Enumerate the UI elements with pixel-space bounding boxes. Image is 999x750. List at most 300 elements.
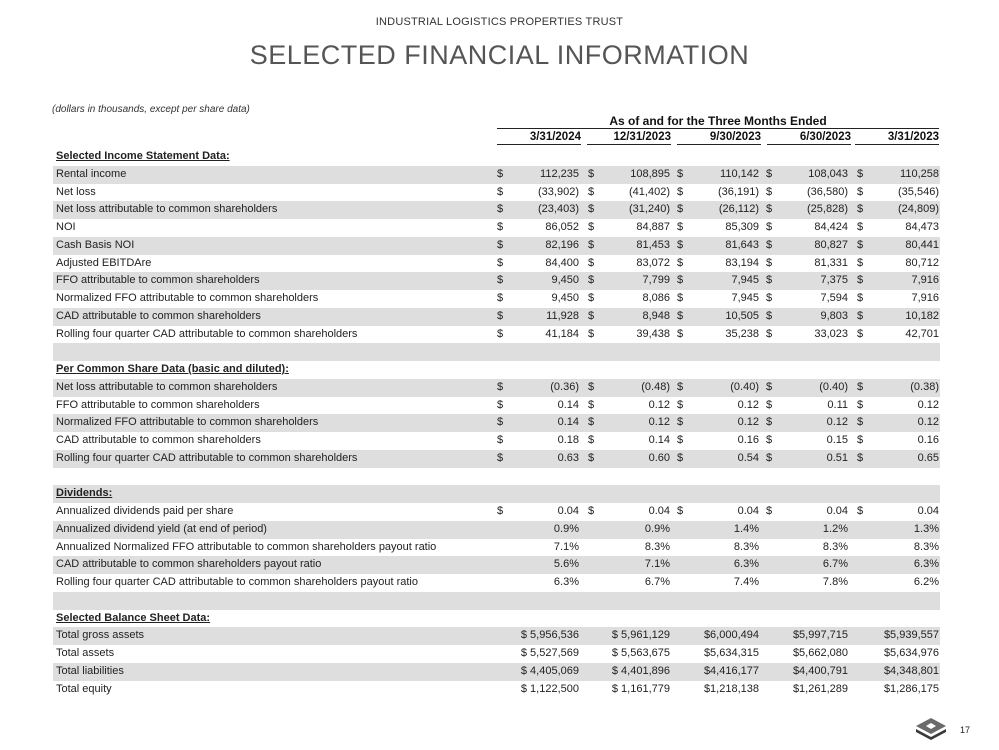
table-cell bbox=[497, 627, 581, 645]
cell-value: 1.2% bbox=[822, 522, 848, 535]
cell-value: 0.54 bbox=[737, 451, 759, 464]
cell-value: 0.14 bbox=[557, 416, 579, 429]
table-cell bbox=[677, 521, 761, 539]
currency-symbol: $ bbox=[497, 380, 504, 393]
cell-value: 42,701 bbox=[905, 327, 939, 340]
table-row bbox=[53, 645, 940, 663]
table-cell bbox=[766, 255, 850, 273]
cell-value: 0.04 bbox=[737, 505, 759, 517]
row-label: Annualized dividends paid per share bbox=[56, 505, 234, 517]
currency-symbol: $ bbox=[677, 434, 684, 446]
cell-value: 7,799 bbox=[642, 274, 670, 287]
row-label: Rolling four quarter CAD attributable to common shareholders payout ratio bbox=[56, 576, 418, 588]
table-cell bbox=[497, 432, 581, 450]
cell-value: (36,191) bbox=[718, 185, 759, 198]
cell-value: 9,450 bbox=[551, 274, 579, 287]
column-headers bbox=[497, 131, 939, 147]
table-row bbox=[53, 627, 940, 645]
table-cell bbox=[857, 308, 941, 326]
cell-value: 0.12 bbox=[737, 416, 759, 429]
cell-value: $5,662,080 bbox=[792, 647, 848, 659]
table-cell bbox=[677, 645, 761, 663]
row-label: CAD attributable to common shareholders bbox=[56, 309, 261, 322]
table-cell bbox=[766, 219, 850, 237]
table-cell bbox=[766, 308, 850, 326]
table-cell bbox=[677, 272, 761, 290]
cell-value: 0.65 bbox=[917, 451, 939, 464]
table-row bbox=[53, 379, 940, 397]
cell-value: 7,945 bbox=[731, 274, 759, 287]
table-cell bbox=[857, 432, 941, 450]
cell-value: 0.16 bbox=[737, 434, 759, 446]
currency-symbol: $ bbox=[766, 416, 773, 429]
currency-symbol: $ bbox=[497, 167, 504, 180]
currency-symbol: $ bbox=[857, 505, 864, 517]
page-number: 17 bbox=[960, 725, 971, 735]
row-label: Total equity bbox=[56, 682, 112, 695]
currency-symbol: $ bbox=[588, 167, 595, 180]
table-row bbox=[53, 184, 940, 202]
section-header-row bbox=[53, 361, 940, 379]
cell-value: 0.12 bbox=[917, 416, 939, 429]
cell-value: $ 5,563,675 bbox=[611, 647, 670, 659]
cell-value: 0.12 bbox=[917, 398, 939, 411]
currency-symbol: $ bbox=[857, 221, 864, 233]
company-logo-icon bbox=[916, 718, 946, 740]
currency-symbol: $ bbox=[766, 434, 773, 446]
table-cell bbox=[497, 556, 581, 574]
row-label: FFO attributable to common shareholders bbox=[56, 274, 260, 287]
cell-value: 10,505 bbox=[725, 309, 759, 322]
table-cell bbox=[588, 237, 672, 255]
cell-value: 82,196 bbox=[545, 238, 579, 251]
table-cell bbox=[766, 432, 850, 450]
table-cell bbox=[588, 663, 672, 681]
table-cell bbox=[766, 272, 850, 290]
cell-value: (0.36) bbox=[550, 380, 579, 393]
period-header-rule bbox=[497, 128, 939, 129]
currency-symbol: $ bbox=[766, 274, 773, 287]
cell-value: 0.15 bbox=[826, 434, 848, 446]
table-row bbox=[53, 326, 940, 344]
table-row bbox=[53, 681, 940, 699]
table-cell bbox=[677, 308, 761, 326]
row-label: NOI bbox=[56, 221, 76, 233]
cell-value: 7,945 bbox=[731, 292, 759, 304]
cell-value: 6.3% bbox=[733, 558, 759, 571]
currency-symbol: $ bbox=[766, 185, 773, 198]
currency-symbol: $ bbox=[766, 167, 773, 180]
table-row bbox=[53, 503, 940, 521]
currency-symbol: $ bbox=[677, 505, 684, 517]
section-label: Per Common Share Data (basic and diluted): bbox=[56, 363, 289, 375]
cell-value: $ 4,405,069 bbox=[520, 664, 579, 677]
table-row bbox=[53, 290, 940, 308]
currency-symbol: $ bbox=[497, 434, 504, 446]
cell-value: 8,948 bbox=[642, 309, 670, 322]
cell-value: 9,803 bbox=[820, 309, 848, 322]
cell-value: $1,286,175 bbox=[883, 682, 939, 695]
financial-table bbox=[53, 148, 940, 698]
cell-value: 0.51 bbox=[826, 451, 848, 464]
table-cell bbox=[497, 201, 581, 219]
cell-value: (35,546) bbox=[898, 185, 939, 198]
cell-value: $5,634,976 bbox=[883, 647, 939, 659]
table-cell bbox=[497, 450, 581, 468]
section-label: Selected Income Statement Data: bbox=[56, 150, 230, 162]
currency-symbol: $ bbox=[677, 292, 684, 304]
row-label: Rolling four quarter CAD attributable to common shareholders bbox=[56, 451, 358, 464]
currency-symbol: $ bbox=[857, 416, 864, 429]
row-label: Net loss bbox=[56, 185, 96, 198]
table-cell bbox=[588, 503, 672, 521]
cell-value: 112,235 bbox=[540, 167, 579, 180]
cell-value: 6.7% bbox=[822, 558, 848, 571]
currency-symbol: $ bbox=[497, 398, 504, 411]
cell-value: $5,939,557 bbox=[883, 629, 939, 642]
table-cell bbox=[497, 521, 581, 539]
table-row bbox=[53, 272, 940, 290]
currency-symbol: $ bbox=[497, 451, 504, 464]
table-cell bbox=[766, 397, 850, 415]
column-header: 6/30/2023 bbox=[767, 131, 851, 145]
table-cell bbox=[857, 397, 941, 415]
spacer-row bbox=[53, 592, 940, 610]
table-cell bbox=[588, 627, 672, 645]
cell-value: $ 5,527,569 bbox=[520, 647, 579, 659]
table-cell bbox=[677, 663, 761, 681]
table-cell bbox=[677, 450, 761, 468]
table-cell bbox=[677, 556, 761, 574]
table-cell bbox=[766, 326, 850, 344]
table-cell bbox=[588, 219, 672, 237]
table-cell bbox=[677, 237, 761, 255]
section-header-row bbox=[53, 148, 940, 166]
cell-value: 80,441 bbox=[905, 238, 939, 251]
currency-symbol: $ bbox=[766, 256, 773, 269]
table-cell bbox=[497, 574, 581, 592]
currency-symbol: $ bbox=[588, 274, 595, 287]
table-cell bbox=[497, 645, 581, 663]
currency-symbol: $ bbox=[588, 203, 595, 216]
cell-value: 81,453 bbox=[636, 238, 670, 251]
section-label: Selected Balance Sheet Data: bbox=[56, 611, 211, 624]
column-header: 3/31/2024 bbox=[497, 131, 581, 145]
table-cell bbox=[766, 627, 850, 645]
spacer-row bbox=[53, 343, 940, 361]
cell-value: 108,043 bbox=[808, 167, 848, 180]
table-cell bbox=[588, 272, 672, 290]
cell-value: 1.3% bbox=[913, 522, 939, 535]
cell-value: 83,194 bbox=[725, 256, 759, 269]
currency-symbol: $ bbox=[497, 203, 504, 216]
table-cell bbox=[677, 290, 761, 308]
section-header-row bbox=[53, 485, 940, 503]
table-row bbox=[53, 539, 940, 557]
units-note: (dollars in thousands, except per share data) bbox=[52, 104, 250, 115]
table-cell bbox=[857, 414, 941, 432]
cell-value: 7,916 bbox=[911, 274, 939, 287]
cell-value: (26,112) bbox=[718, 203, 759, 216]
table-cell bbox=[857, 450, 941, 468]
cell-value: 0.04 bbox=[648, 505, 670, 517]
currency-symbol: $ bbox=[497, 416, 504, 429]
table-cell bbox=[677, 255, 761, 273]
table-cell bbox=[588, 574, 672, 592]
cell-value: $ 5,961,129 bbox=[611, 629, 670, 642]
cell-value: 7.1% bbox=[553, 540, 579, 553]
row-label: Annualized Normalized FFO attributable to common shareholders payout ratio bbox=[56, 540, 437, 553]
table-cell bbox=[497, 397, 581, 415]
cell-value: 6.7% bbox=[644, 576, 670, 588]
cell-value: (0.38) bbox=[910, 380, 939, 393]
cell-value: 110,258 bbox=[900, 167, 939, 180]
currency-symbol: $ bbox=[857, 451, 864, 464]
table-cell bbox=[857, 201, 941, 219]
table-cell bbox=[766, 539, 850, 557]
currency-symbol: $ bbox=[857, 274, 864, 287]
table-row bbox=[53, 556, 940, 574]
table-cell bbox=[766, 645, 850, 663]
cell-value: 84,400 bbox=[545, 256, 579, 269]
cell-value: 0.18 bbox=[557, 434, 579, 446]
table-cell bbox=[588, 450, 672, 468]
currency-symbol: $ bbox=[766, 327, 773, 340]
table-cell bbox=[766, 237, 850, 255]
currency-symbol: $ bbox=[588, 505, 595, 517]
cell-value: (0.48) bbox=[641, 380, 670, 393]
currency-symbol: $ bbox=[857, 434, 864, 446]
cell-value: 80,712 bbox=[905, 256, 939, 269]
table-row bbox=[53, 201, 940, 219]
table-cell bbox=[857, 663, 941, 681]
currency-symbol: $ bbox=[588, 256, 595, 269]
row-label: Net loss attributable to common shareholders bbox=[56, 380, 278, 393]
table-cell bbox=[497, 255, 581, 273]
row-label: Rental income bbox=[56, 167, 127, 180]
row-label: Total assets bbox=[56, 647, 115, 659]
table-cell bbox=[766, 414, 850, 432]
section-label: Dividends: bbox=[56, 487, 113, 500]
cell-value: 11,928 bbox=[546, 309, 579, 322]
table-row bbox=[53, 574, 940, 592]
currency-symbol: $ bbox=[588, 185, 595, 198]
table-cell bbox=[588, 166, 672, 184]
table-cell bbox=[677, 627, 761, 645]
cell-value: (0.40) bbox=[730, 380, 759, 393]
table-cell bbox=[766, 201, 850, 219]
cell-value: 0.11 bbox=[827, 398, 848, 411]
table-row bbox=[53, 450, 940, 468]
currency-symbol: $ bbox=[497, 309, 504, 322]
table-cell bbox=[857, 379, 941, 397]
table-cell bbox=[766, 556, 850, 574]
cell-value: 83,072 bbox=[636, 256, 670, 269]
currency-symbol: $ bbox=[677, 327, 684, 340]
row-label: Normalized FFO attributable to common shareholders bbox=[56, 292, 319, 304]
table-cell bbox=[677, 379, 761, 397]
table-cell bbox=[588, 184, 672, 202]
row-label: Total gross assets bbox=[56, 629, 145, 642]
cell-value: (23,403) bbox=[538, 203, 579, 216]
cell-value: (33,902) bbox=[538, 185, 579, 198]
currency-symbol: $ bbox=[766, 292, 773, 304]
table-cell bbox=[497, 219, 581, 237]
currency-symbol: $ bbox=[497, 185, 504, 198]
currency-symbol: $ bbox=[677, 256, 684, 269]
table-cell bbox=[677, 166, 761, 184]
table-cell bbox=[857, 556, 941, 574]
currency-symbol: $ bbox=[766, 505, 773, 517]
currency-symbol: $ bbox=[588, 416, 595, 429]
cell-value: 8.3% bbox=[913, 540, 939, 553]
table-cell bbox=[857, 219, 941, 237]
company-name: INDUSTRIAL LOGISTICS PROPERTIES TRUST bbox=[375, 16, 624, 28]
table-cell bbox=[588, 556, 672, 574]
currency-symbol: $ bbox=[857, 256, 864, 269]
table-cell bbox=[677, 397, 761, 415]
cell-value: 6.3% bbox=[913, 558, 939, 571]
table-cell bbox=[857, 539, 941, 557]
currency-symbol: $ bbox=[766, 309, 773, 322]
table-cell bbox=[588, 397, 672, 415]
table-cell bbox=[766, 681, 850, 699]
currency-symbol: $ bbox=[497, 292, 504, 304]
table-cell bbox=[766, 503, 850, 521]
cell-value: 0.04 bbox=[557, 505, 579, 517]
table-cell bbox=[857, 290, 941, 308]
cell-value: $ 1,161,779 bbox=[611, 682, 670, 695]
row-label: CAD attributable to common shareholders payout ratio bbox=[56, 558, 322, 571]
table-cell bbox=[857, 503, 941, 521]
cell-value: 110,142 bbox=[720, 167, 759, 180]
currency-symbol: $ bbox=[497, 256, 504, 269]
row-label: Normalized FFO attributable to common shareholders bbox=[56, 416, 319, 429]
table-cell bbox=[677, 681, 761, 699]
currency-symbol: $ bbox=[588, 451, 595, 464]
table-cell bbox=[588, 201, 672, 219]
page-title: SELECTED FINANCIAL INFORMATION bbox=[249, 40, 750, 70]
table-cell bbox=[857, 184, 941, 202]
table-cell bbox=[857, 627, 941, 645]
currency-symbol: $ bbox=[677, 167, 684, 180]
currency-symbol: $ bbox=[677, 416, 684, 429]
table-cell bbox=[857, 255, 941, 273]
currency-symbol: $ bbox=[588, 292, 595, 304]
cell-value: 8.3% bbox=[733, 540, 759, 553]
table-cell bbox=[677, 184, 761, 202]
table-cell bbox=[857, 681, 941, 699]
table-cell bbox=[857, 574, 941, 592]
currency-symbol: $ bbox=[766, 398, 773, 411]
table-cell bbox=[766, 166, 850, 184]
table-cell bbox=[497, 663, 581, 681]
table-cell bbox=[497, 503, 581, 521]
cell-value: 7,375 bbox=[820, 274, 848, 287]
cell-value: 7.4% bbox=[733, 576, 759, 588]
table-cell bbox=[857, 237, 941, 255]
currency-symbol: $ bbox=[857, 185, 864, 198]
currency-symbol: $ bbox=[857, 380, 864, 393]
table-cell bbox=[677, 326, 761, 344]
cell-value: $1,261,289 bbox=[792, 682, 848, 695]
cell-value: 39,438 bbox=[636, 327, 670, 340]
table-cell bbox=[497, 379, 581, 397]
table-cell bbox=[677, 574, 761, 592]
currency-symbol: $ bbox=[857, 309, 864, 322]
cell-value: 0.12 bbox=[648, 416, 670, 429]
cell-value: (36,580) bbox=[807, 185, 848, 198]
currency-symbol: $ bbox=[497, 221, 504, 233]
cell-value: (41,402) bbox=[629, 185, 670, 198]
cell-value: $4,400,791 bbox=[792, 664, 848, 677]
row-label: Adjusted EBITDAre bbox=[56, 256, 152, 269]
row-label: Annualized dividend yield (at end of period) bbox=[56, 522, 267, 535]
table-cell bbox=[497, 539, 581, 557]
table-cell bbox=[677, 503, 761, 521]
currency-symbol: $ bbox=[677, 238, 684, 251]
cell-value: 9,450 bbox=[551, 292, 579, 304]
table-cell bbox=[588, 521, 672, 539]
table-row bbox=[53, 166, 940, 184]
cell-value: 81,331 bbox=[814, 256, 848, 269]
cell-value: $ 1,122,500 bbox=[520, 682, 579, 695]
period-header: As of and for the Three Months Ended bbox=[609, 114, 827, 128]
cell-value: 0.9% bbox=[644, 522, 670, 535]
table-cell bbox=[766, 379, 850, 397]
cell-value: 7,916 bbox=[911, 292, 939, 304]
cell-value: $4,416,177 bbox=[703, 664, 759, 677]
currency-symbol: $ bbox=[588, 327, 595, 340]
table-cell bbox=[857, 521, 941, 539]
currency-symbol: $ bbox=[677, 380, 684, 393]
table-cell bbox=[497, 166, 581, 184]
row-label: FFO attributable to common shareholders bbox=[56, 398, 260, 411]
cell-value: 10,182 bbox=[905, 309, 939, 322]
cell-value: 33,023 bbox=[814, 327, 848, 340]
cell-value: 108,895 bbox=[630, 167, 670, 180]
cell-value: 5.6% bbox=[553, 558, 579, 571]
currency-symbol: $ bbox=[766, 451, 773, 464]
currency-symbol: $ bbox=[588, 380, 595, 393]
currency-symbol: $ bbox=[766, 238, 773, 251]
table-cell bbox=[677, 432, 761, 450]
table-cell bbox=[497, 326, 581, 344]
cell-value: 0.12 bbox=[648, 398, 670, 411]
table-cell bbox=[677, 539, 761, 557]
cell-value: 0.04 bbox=[917, 505, 939, 517]
currency-symbol: $ bbox=[857, 292, 864, 304]
currency-symbol: $ bbox=[766, 221, 773, 233]
table-cell bbox=[677, 414, 761, 432]
table-row bbox=[53, 308, 940, 326]
column-header: 3/31/2023 bbox=[855, 131, 939, 145]
table-cell bbox=[857, 166, 941, 184]
cell-value: $1,218,138 bbox=[703, 682, 759, 695]
currency-symbol: $ bbox=[857, 327, 864, 340]
table-cell bbox=[588, 681, 672, 699]
table-row bbox=[53, 414, 940, 432]
table-cell bbox=[766, 450, 850, 468]
currency-symbol: $ bbox=[677, 221, 684, 233]
cell-value: $6,000,494 bbox=[703, 629, 759, 642]
cell-value: 41,184 bbox=[545, 327, 579, 340]
currency-symbol: $ bbox=[677, 203, 684, 216]
cell-value: $5,997,715 bbox=[792, 629, 848, 642]
row-label: CAD attributable to common shareholders bbox=[56, 434, 261, 446]
table-row bbox=[53, 663, 940, 681]
cell-value: 35,238 bbox=[725, 327, 759, 340]
